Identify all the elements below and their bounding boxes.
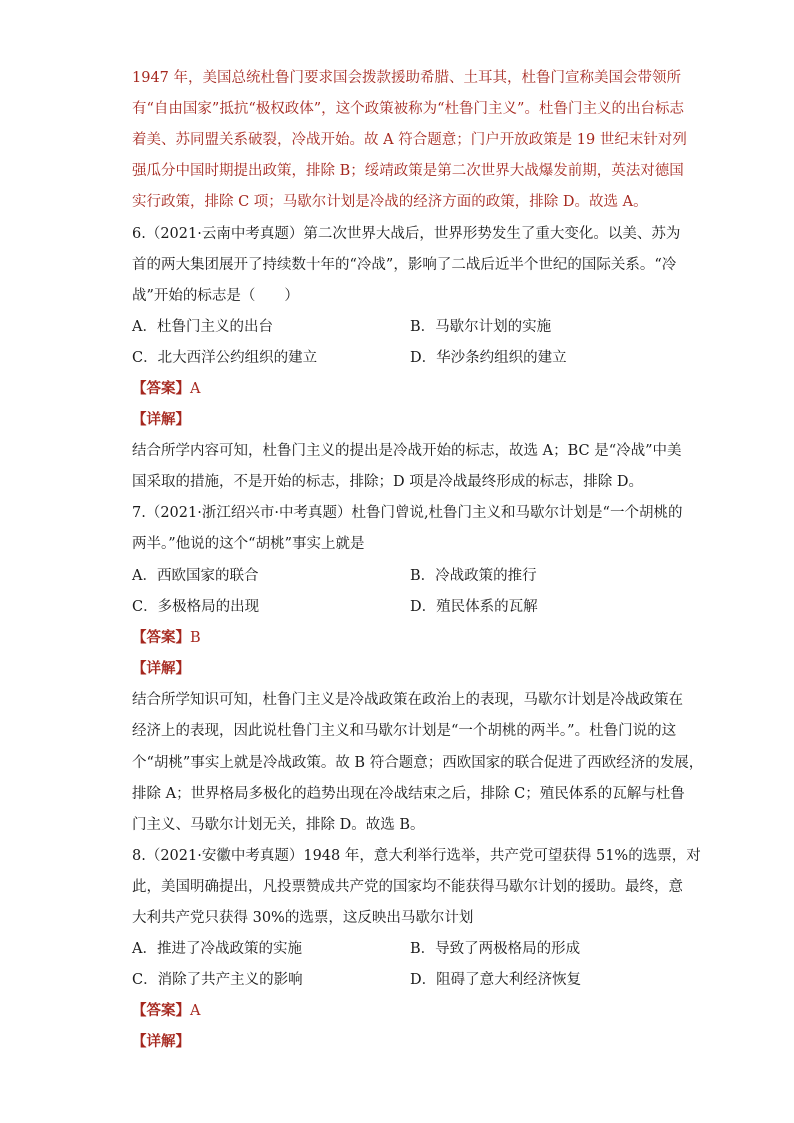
question-6-detail-tag <box>132 410 190 430</box>
question-8-option-b: B．导致了两极格局的形成 <box>410 941 581 957</box>
question-7-detail-line-2: 经济上的表现，因此说杜鲁门主义和马歇尔计划是“一个胡桃的两半。”。杜鲁门说的这 <box>132 723 677 739</box>
question-7-detail-line-1: 结合所学知识可知，杜鲁门主义是冷战政策在政治上的表现，马歇尔计划是冷战政策在 <box>132 692 683 708</box>
question-7-detail-tag <box>132 659 190 679</box>
intro-line-1: 1947 年，美国总统杜鲁门要求国会拨款援助希腊、土耳其，杜鲁门宣称美国会带领所 <box>132 70 682 86</box>
answer-tag: 【答案】 <box>132 629 190 646</box>
question-8-line-3: 大利共产党只获得 30%的选票，这反映出马歇尔计划 <box>132 910 474 926</box>
question-7-detail-line-4: 排除 A；世界格局多极化的趋势出现在冷战结束之后，排除 C；殖民体系的瓦解与杜鲁 <box>132 786 685 802</box>
question-6-option-d: D．华沙条约组织的建立 <box>410 350 567 366</box>
question-7-option-b: B．冷战政策的推行 <box>410 568 537 584</box>
question-6-detail-line-1: 结合所学内容可知，杜鲁门主义的提出是冷战开始的标志，故选 A；BC 是“冷战”中美 <box>132 443 682 459</box>
detail-tag: 【详解】 <box>132 411 190 428</box>
answer-tag: 【答案】 <box>132 1002 190 1019</box>
question-6-line-2: 首的两大集团展开了持续数十年的“冷战”，影响了二战后近半个世纪的国际关系。“冷 <box>132 257 677 273</box>
question-8-option-a: A．推进了冷战政策的实施 <box>132 941 302 957</box>
intro-line-3: 着美、苏同盟关系破裂，冷战开始。故 A 符合题意；门户开放政策是 19 世纪末针对列 <box>132 132 687 148</box>
question-7-answer <box>132 628 201 648</box>
intro-line-2: 有“自由国家”抵抗“极权政体”，这个政策被称为“杜鲁门主义”。杜鲁门主义的出台标志 <box>132 101 684 117</box>
question-7-detail-line-3: 个“胡桃”事实上就是冷战政策。故 B 符合题意；西欧国家的联合促进了西欧经济的发展， <box>132 755 704 771</box>
answer-value: A <box>190 1003 201 1019</box>
question-6-option-a: A．杜鲁门主义的出台 <box>132 319 273 335</box>
question-8-option-c: C．消除了共产主义的影响 <box>132 972 303 988</box>
question-7-option-c: C．多极格局的出现 <box>132 599 260 615</box>
question-8-line-1: 8.（2021·安徽中考真题）1948 年，意大利举行选举，共产党可望获得 51%的选票，对 <box>132 848 701 864</box>
question-6-line-1: 6.（2021·云南中考真题）第二次世界大战后，世界形势发生了重大变化。以美、苏为 <box>132 226 681 242</box>
answer-value: B <box>190 630 201 646</box>
question-6-option-b: B．马歇尔计划的实施 <box>410 319 552 335</box>
answer-tag: 【答案】 <box>132 380 190 397</box>
question-6-answer <box>132 379 200 399</box>
question-7-detail-line-5: 门主义、马歇尔计划无关，排除 D。故选 B。 <box>132 817 425 833</box>
question-8-line-2: 此，美国明确提出，凡投票赞成共产党的国家均不能获得马歇尔计划的援助。最终，意 <box>132 879 683 895</box>
question-8-answer <box>132 1001 200 1021</box>
question-7-line-2: 两半。”他说的这个“胡桃”事实上就是 <box>132 536 365 552</box>
question-7-line-1: 7.（2021·浙江绍兴市·中考真题）杜鲁门曾说,杜鲁门主义和马歇尔计划是“一个胡桃的 <box>132 505 683 521</box>
question-7-option-d: D．殖民体系的瓦解 <box>410 599 538 615</box>
question-8-detail-tag <box>132 1032 190 1052</box>
question-6-detail-line-2: 国采取的措施，不是开始的标志，排除；D 项是冷战最终形成的标志，排除 D。 <box>132 474 643 490</box>
question-7-option-a: A．西欧国家的联合 <box>132 568 259 584</box>
intro-line-5: 实行政策，排除 C 项；马歇尔计划是冷战的经济方面的政策，排除 D。故选 A。 <box>132 194 648 210</box>
detail-tag: 【详解】 <box>132 660 190 677</box>
answer-value: A <box>190 381 201 397</box>
question-8-option-d: D．阻碍了意大利经济恢复 <box>410 972 582 988</box>
question-6-line-3: 战”开始的标志是（ ） <box>132 288 299 304</box>
detail-tag: 【详解】 <box>132 1033 190 1050</box>
intro-line-4: 强瓜分中国时期提出政策，排除 B；绥靖政策是第二次世界大战爆发前期，英法对德国 <box>132 163 684 179</box>
question-6-option-c: C．北大西洋公约组织的建立 <box>132 350 318 366</box>
